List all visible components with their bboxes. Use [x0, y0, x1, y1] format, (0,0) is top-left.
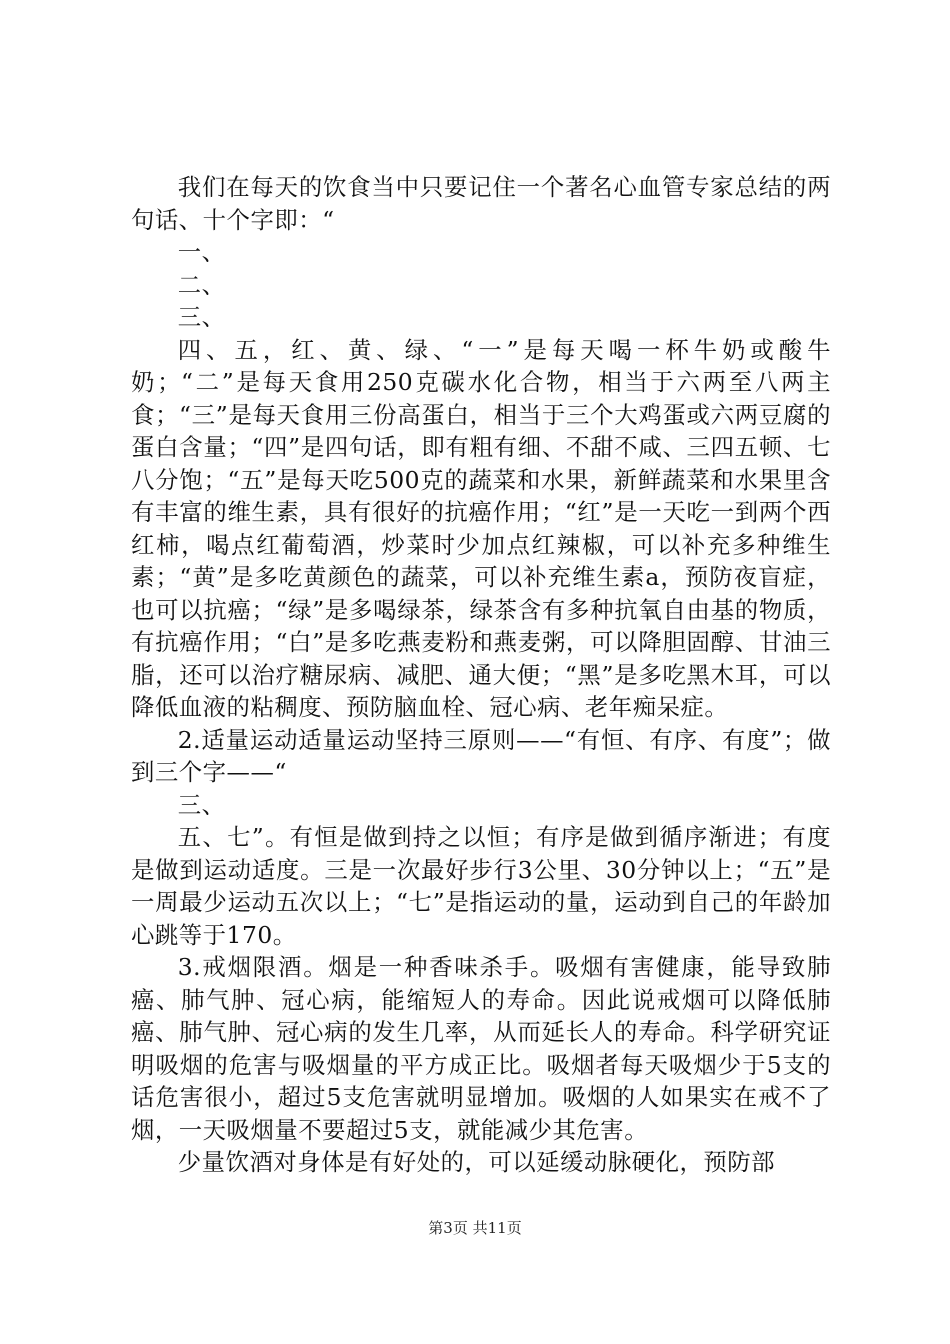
paragraph-exercise-details: 五、七”。有恒是做到持之以恒；有序是做到循序渐进；有度是做到运动适度。三是一次最好步行3公里、30分钟以上；“五”是一周最少运动五次以上；“七”是指运动的量，运动到自己的年龄加心跳等于170。: [131, 823, 831, 949]
paragraph-exercise-heading: 2.适量运动适量运动坚持三原则——“有恒、有序、有度”；做到三个字——“: [131, 725, 831, 786]
paragraph-diet-details: 四、五，红、黄、绿、“一”是每天喝一杯牛奶或酸牛奶；“二”是每天食用250克碳水化合物，相当于六两至八两主食；“三”是每天食用三份高蛋白，相当于三个大鸡蛋或六两豆腐的蛋白含量；“四”是四句话，即有粗有细、不甜不咸、三四五顿、七八分饱；“五”是每天吃500克的蔬菜和水果，新鲜蔬菜和水果里含有丰富的维生素，具有很好的抗癌作用；“红”是一天吃一到两个西红柿，喝点红葡萄酒，炒菜时少加点红辣椒，可以补充多种维生素；“黄”是多吃黄颜色的蔬菜，可以补充维生素a，预防夜盲症，也可以抗癌；“绿”是多喝绿茶，绿茶含有多种抗氧自由基的物质，有抗癌作用；“白”是多吃燕麦粉和燕麦粥，可以降胆固醇、甘油三脂，还可以治疗糖尿病、减肥、通大便；“黑”是多吃黑木耳，可以降低血液的粘稠度、预防脑血栓、冠心病、老年痴呆症。: [131, 335, 831, 721]
paragraph-exercise-item-three: 三、: [177, 790, 226, 819]
paragraph-item-one: 一、: [177, 238, 226, 266]
paragraph-drinking: 少量饮酒对身体是有好处的，可以延缓动脉硬化，预防部: [177, 1148, 776, 1176]
page-number-footer: 第3页 共11页: [428, 1219, 522, 1237]
paragraph-item-three: 三、: [177, 303, 226, 331]
paragraph-intro: 我们在每天的饮食当中只要记住一个著名心血管专家总结的两句话、十个字即：“: [131, 173, 831, 234]
document-body: [131, 171, 831, 1179]
paragraph-item-two: 二、: [177, 270, 226, 299]
paragraph-smoking: 3.戒烟限酒。烟是一种香味杀手。吸烟有害健康，能导致肺癌、肺气肿、冠心病，能缩短人的寿命。因此说戒烟可以降低肺癌、肺气肿、冠心病的发生几率，从而延长人的寿命。科学研究证明吸烟的危害与吸烟量的平方成正比。吸烟者每天吸烟少于5支的话危害很小，超过5支危害就明显增加。吸烟的人如果实在戒不了烟，一天吸烟量不要超过5支，就能减少其危害。: [131, 953, 831, 1144]
